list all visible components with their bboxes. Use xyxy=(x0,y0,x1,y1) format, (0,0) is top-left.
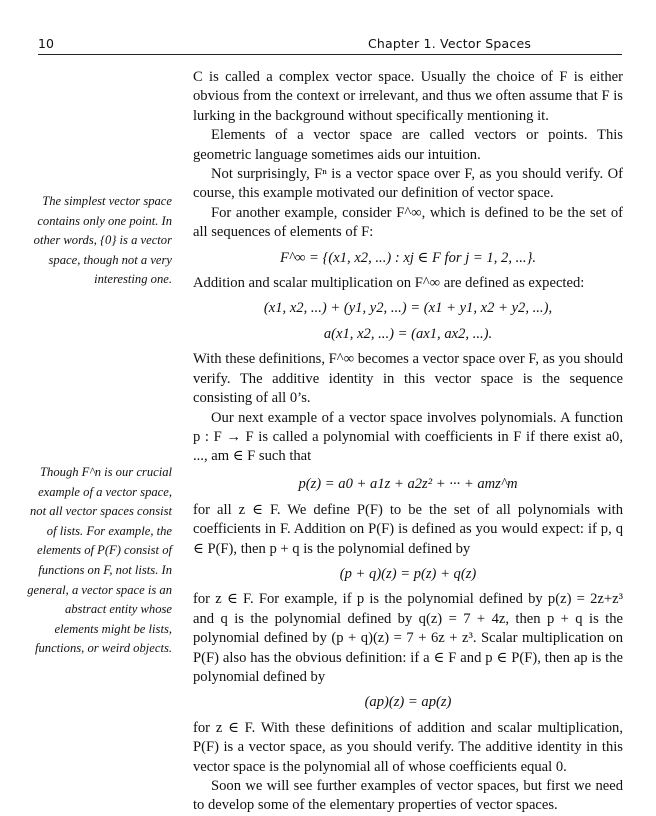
margin-note-1: The simplest vector space contains only one point. In other words, {0} is a vector space, though not a very interesting one. xyxy=(33,194,172,287)
chapter-title: Chapter 1. Vector Spaces xyxy=(368,36,532,51)
paragraph-3: Not surprisingly, Fⁿ is a vector space over F, as you should verify. Of course, this example motivated our definition of vector space. xyxy=(193,166,623,202)
paragraph-4: For another example, consider F^∞, which is defined to be the set of all sequences of elements of F: xyxy=(193,204,623,241)
equation-f-infinity: F^∞ = {(x1, x2, ...) : xj ∈ F for j = 1, 2, ...}. xyxy=(279,249,537,266)
paragraph-11: Soon we will see further examples of vector spaces, but first we need to develop some of the elementary properties of vector spaces. xyxy=(193,778,623,814)
equation-product: (ap)(z) = ap(z) xyxy=(364,694,452,711)
margin-note-2: Though F^n is our crucial example of a vector space, not all vector spaces consist of lists. For example, the elements of P(F) consist of functions on F, not lists. In general, a vector space is an abstract entity whose elements might be lists, functions, or weird objects. xyxy=(27,465,172,656)
paragraph-8: for all z ∈ F. We define P(F) to be the set of all polynomials with coefficients in F. Addition on P(F) is defined as you would expect: if p, q ∈ P(F), then p + q is the polynomial defined by xyxy=(193,501,623,557)
paragraph-7: Our next example of a vector space involves polynomials. A function p : F → F is called a polynomial with coefficients in F if there exist a0, ..., am ∈ F such that xyxy=(193,409,623,465)
paragraph-6: With these definitions, F^∞ becomes a vector space over F, as you should verify. The additive identity in this vector space is the sequence consisting of all 0’s. xyxy=(193,351,623,407)
paragraph-10: for z ∈ F. With these definitions of addition and scalar multiplication, P(F) is a vector space, as you should verify. The additive identity in this vector space is the polynomial all of whose coefficients equal 0. xyxy=(193,719,623,775)
running-header xyxy=(38,36,622,55)
paragraph-5: Addition and scalar multiplication on F^∞ are defined as expected: xyxy=(193,275,585,292)
equation-scalar: a(x1, x2, ...) = (ax1, ax2, ...). xyxy=(323,325,493,342)
paragraph-1: C is called a complex vector space. Usually the choice of F is either obvious from the context or irrelevant, and thus we often assume that F is lurking in the background without specifically mentioning it. xyxy=(193,69,623,124)
paragraph-2: Elements of a vector space are called vectors or points. This geometric language sometimes aids our intuition. xyxy=(193,127,623,163)
page-number: 10 xyxy=(38,36,54,51)
paragraph-9: for z ∈ F. For example, if p is the polynomial defined by p(z) = 2z+z³ and q is the polynomial defined by q(z) = 7 + 4z, then p + q is the polynomial defined by (p + q)(z) = 7 + 6z + z³. Scalar multiplication on P(F) also has the obvious definition: if a ∈ F and p ∈ P(F), then ap is the polynomial defined by xyxy=(193,591,623,685)
main-text xyxy=(193,68,623,816)
equation-addition: (x1, x2, ...) + (y1, y2, ...) = (x1 + y1, x2 + y2, ...), xyxy=(263,300,553,317)
equation-sum: (p + q)(z) = p(z) + q(z) xyxy=(339,565,477,582)
equation-polynomial: p(z) = a0 + a1z + a2z² + ··· + amz^m xyxy=(298,475,518,492)
